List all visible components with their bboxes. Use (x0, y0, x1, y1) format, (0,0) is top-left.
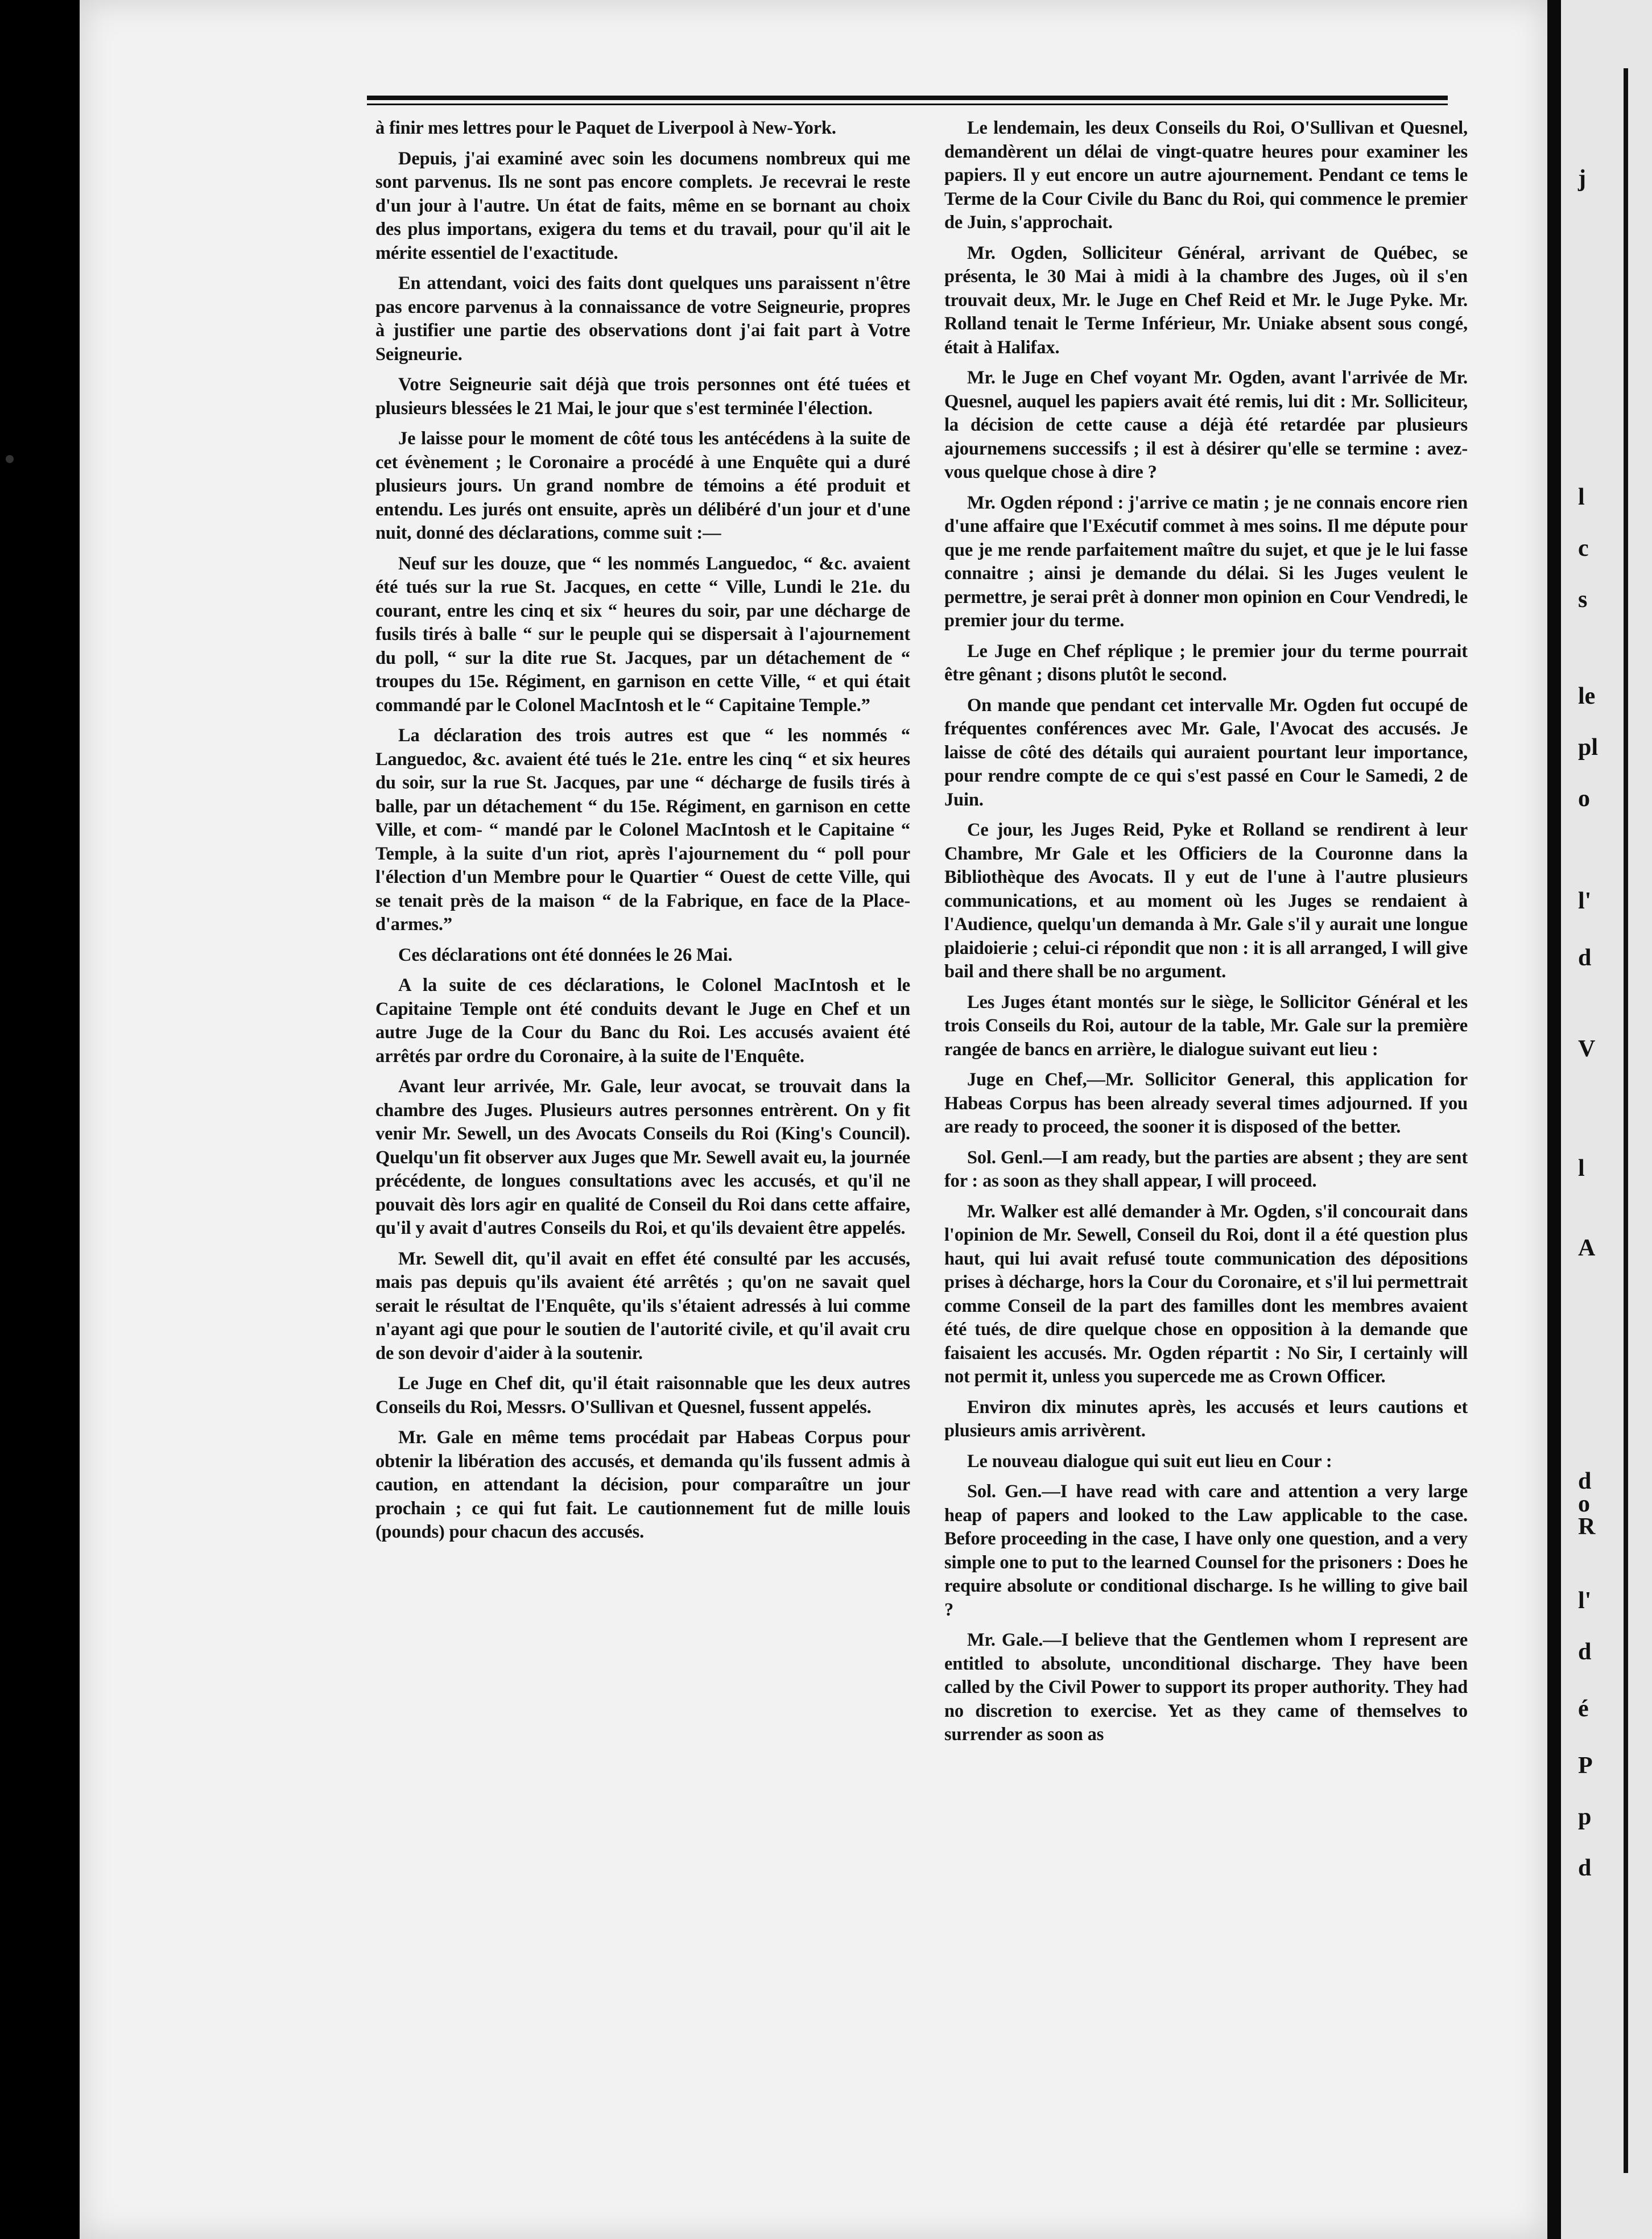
fragment-text: o (1578, 786, 1590, 812)
fragment-text: d (1578, 945, 1592, 971)
paragraph: Mr. Walker est allé demander à Mr. Ogden, s'il concourait dans l'opinion de Mr. Sewell, Conseil du Roi, dont il a été question plus haut, qui lui avait refusé toute communication des dépositions prises à décharge, hors la Cour du Coronaire, et s'il lui permettrait comme Conseil de la part des familles dont les membres avaient été tués, de dire quelque chose en opposition à la demande que faisaient les accusés. Mr. Ogden répartit : No Sir, I certainly will not permit it, unless you supercede me as Crown Officer. (944, 1201, 1468, 1387)
paragraph: Mr. Ogden répond : j'arrive ce matin ; je ne connais encore rien d'une affaire que l'Exécutif commet à mes soins. Il me députe pour que je me rende parfaitement maître du sujet, et que je le lui fasse connaitre ; ainsi je demande du délai. Si les Juges veulent le permettre, je serai prêt à donner mon opinion en Cour Vendredi, le premier jour du terme. (944, 492, 1468, 631)
paragraph: Ce jour, les Juges Reid, Pyke et Rolland se rendirent à leur Chambre, Mr Gale et les Officiers de la Couronne dans la Bibliothèque des Avocats. Il y eut de l'une à l'autre plusieurs communications, et au moment où les Juges se rendaient à l'Audience, quelqu'un demanda à Mr. Gale s'il y aurait une longue plaidoierie ; celui-ci répondit que non : it is all arranged, I will give bail and there shall be no argument. (944, 820, 1468, 982)
fragment-text: j (1578, 166, 1586, 192)
paragraph: Mr. Ogden, Solliciteur Général, arrivant de Québec, se présenta, le 30 Mai à midi à la chambre des Juges, où il s'en trouvait deux, Mr. le Juge en Chef Reid et Mr. le Juge Pyke. Mr. Rolland tenait le Terme Inférieur, Mr. Uniake absent sous congé, était à Halifax. (944, 242, 1468, 358)
paragraph: On mande que pendant cet intervalle Mr. Ogden fut occupé de fréquentes conférences avec Mr. Gale, l'Avocat des accusés. Je laisse de côté des détails qui auraient pourtant leur importance, pour rendre compte de ce qui s'est passé en Cour le Samedi, 2 de Juin. (944, 695, 1468, 810)
paragraph: Mr. Gale en même tems procédait par Habeas Corpus pour obtenir la libération des accusés, et demanda qu'ils fussent admis à caution, en attendant la décision, pour comparaître un jour prochain ; ce qui fut fait. Le cautionnement fut de mille louis (pounds) pour chacun des accusés. (375, 1427, 910, 1542)
paragraph: Votre Seigneurie sait déjà que trois personnes ont été tuées et plusieurs blessées le 21 Mai, le jour que s'est terminée l'élection. (375, 374, 910, 419)
paragraph: Mr. Sewell dit, qu'il avait en effet été consulté par les accusés, mais pas depuis qu'ils avaient été arrêtés ; qu'on ne savait quel serait le résultat de l'Enquête, qu'ils s'étaient adressés à lui comme n'ayant agi que pour le soutien de l'autorité civile, et qu'il avait cru de son devoir d'aider à la soutenir. (375, 1248, 910, 1364)
fragment-text: l' (1578, 888, 1592, 914)
fragment-text: c (1578, 535, 1589, 561)
fragment-text: A (1578, 1235, 1596, 1261)
fragment-text: P (1578, 1753, 1593, 1779)
fragment-text: é (1578, 1696, 1589, 1722)
paragraph: Les Juges étant montés sur le siège, le Sollicitor Général et les trois Conseils du Roi, autour de la table, Mr. Gale sur la première rangée de bancs en arrière, le dialogue suivant eut lieu : (944, 992, 1468, 1060)
paragraph: Je laisse pour le moment de côté tous les antécédens à la suite de cet évènement ; le Coronaire a procédé à une Enquête qui a duré plusieurs jours. Un grand nombre de témoins a été produit et entendu. Les jurés ont ensuite, après un délibéré d'un jour et d'une nuit, donné des déclarations, comme suit :— (375, 428, 910, 543)
paragraph: Mr. Gale.—I believe that the Gentlemen whom I represent are entitled to absolute, unconditional discharge. They have been called by the Civil Power to support its proper authority. They had no discretion to exercise. Yet as they came of themselves to surrender as soon as (944, 1630, 1468, 1745)
fragment-text: s (1578, 586, 1588, 613)
paragraph: Le nouveau dialogue qui suit eut lieu en Cour : (967, 1451, 1332, 1472)
paragraph: Environ dix minutes après, les accusés et leurs cautions et plusieurs amis arrivèrent. (944, 1397, 1468, 1441)
paragraph: Le lendemain, les deux Conseils du Roi, O'Sullivan et Quesnel, demandèrent un délai de vingt-quatre heures pour examiner les papiers. Il y eut encore un autre ajournement. Pendant ce tems le Terme de la Cour Civile du Banc du Roi, qui commence le premier de Juin, s'approchait. (944, 118, 1468, 233)
paragraph: En attendant, voici des faits dont quelques uns paraissent n'être pas encore parvenus à la connaissance de votre Seigneurie, propres à justifier une partie des observations dont j'ai fait part à Votre Seigneurie. (375, 273, 910, 365)
paragraph: Avant leur arrivée, Mr. Gale, leur avocat, se trouvait dans la chambre des Juges. Plusieurs autres personnes entrèrent. On y fit venir Mr. Sewell, un des Avocats Conseils du Roi (King's Council). Quelqu'un fit observer aux Juges que Mr. Sewell avait eu, la journée précédente, de longues consultations avec les accusés, et qu'il ne pouvait dès lors agir en qualité de Conseil du Roi dans cette affaire, qu'il y avait d'autres Conseils du Roi, et qu'ils devaient être appelés. (375, 1076, 910, 1238)
paragraph: Neuf sur les douze, que “ les nommés Languedoc, “ &c. avaient été tués sur la rue St. Jacques, en cette “ Ville, Lundi le 21e. du courant, entre les cinq et six “ heures du soir, par une décharge de fusils tirés à balle “ sur le peuple qui se dispersait à l'ajournement du poll, “ sur la dite rue St. Jacques, par un détachement de “ troupes du 15e. Régiment, en garnison en cette Ville, “ et qui était commandé par le Colonel MacIntosh et le “ Capitaine Temple.” (375, 553, 910, 716)
left-column (375, 117, 910, 1551)
fragment-text: d (1578, 1639, 1592, 1665)
crop-line (1624, 68, 1628, 2173)
header-rule-thin (367, 104, 1448, 105)
page-gutter (1547, 0, 1561, 2239)
fragment-text: pl (1578, 734, 1599, 761)
paragraph: à finir mes lettres pour le Paquet de Liverpool à New-York. (375, 118, 836, 138)
paragraph: Mr. le Juge en Chef voyant Mr. Ogden, avant l'arrivée de Mr. Quesnel, auquel les papiers avait été remis, lui dit : Mr. Solliciteur, la décision de cette cause a déjà été retardée par plusieurs ajournemens successifs ; il est à désirer qu'elle se termine : avez-vous quelque chose à dire ? (944, 367, 1468, 482)
paragraph: Le Juge en Chef réplique ; le premier jour du terme pourrait être gênant ; disons plutôt le second. (944, 641, 1468, 685)
paragraph: A la suite de ces déclarations, le Colonel MacIntosh et le Capitaine Temple ont été conduits devant le Juge en Chef et un autre Juge de la Cour du Banc du Roi. Les accusés avaient été arrêtés par ordre du Coronaire, à la suite de l'Enquête. (375, 975, 910, 1067)
fragment-text: d (1578, 1855, 1592, 1881)
right-column (944, 117, 1468, 1754)
paragraph: Le Juge en Chef dit, qu'il était raisonnable que les deux autres Conseils du Roi, Messrs. O'Sullivan et Quesnel, fussent appelés. (375, 1373, 910, 1418)
fragment-text: le (1578, 683, 1596, 709)
paragraph: Juge en Chef,—Mr. Sollicitor General, this application for Habeas Corpus has been already several times adjourned. If you are ready to proceed, the sooner it is disposed of the better. (944, 1069, 1468, 1137)
fragment-text: R (1578, 1514, 1596, 1540)
fragment-text: l' (1578, 1588, 1592, 1614)
adjacent-page-edge (1561, 0, 1652, 2239)
scan-mark-icon (6, 455, 14, 463)
paragraph: La déclaration des trois autres est que “ les nommés “ Languedoc, &c. avaient été tués le 21e. entre les cinq “ et six heures du soir, sur la rue St. Jacques, par une “ décharge de fusils tirés à balle, par un détachement “ du 15e. Régiment, en garnison en cette Ville, et com- “ mandé par le Colonel MacIntosh et le Capitaine “ Temple, à la suite d'un riot, après l'ajournement du “ poll pour l'élection d'un Membre pour le Quartier “ Ouest de cette Ville, qui se tenait près de la maison “ de la Fabrique, en face de la Place-d'armes.” (375, 725, 910, 935)
fragment-text: l (1578, 484, 1585, 510)
fragment-text: d (1578, 1468, 1592, 1494)
fragment-text: l (1578, 1155, 1585, 1182)
header-rule (367, 96, 1448, 100)
paragraph: Sol. Genl.—I am ready, but the parties are absent ; they are sent for : as soon as they shall appear, I will proceed. (944, 1147, 1468, 1191)
paragraph: Sol. Gen.—I have read with care and attention a very large heap of papers and looked to the Law applicable to the case. Before proceeding in the case, I have only one question, and a very simple one to put to the learned Counsel for the prisoners : Does he require absolute or conditional discharge. Is he willing to give bail ? (944, 1481, 1468, 1620)
fragment-text: p (1578, 1804, 1592, 1830)
paragraph: Depuis, j'ai examiné avec soin les documens nombreux qui me sont parvenus. Ils ne sont pas encore complets. Je recevrai le reste d'un jour à l'autre. Un état de faits, même en se bornant au choix des plus importans, exigera du tems et du travail, pour qu'il ait le mérite essentiel de l'exactitude. (375, 148, 910, 263)
fragment-text: o (1578, 1491, 1590, 1517)
fragment-text: V (1578, 1036, 1596, 1062)
paragraph: Ces déclarations ont été données le 26 Mai. (398, 944, 733, 965)
